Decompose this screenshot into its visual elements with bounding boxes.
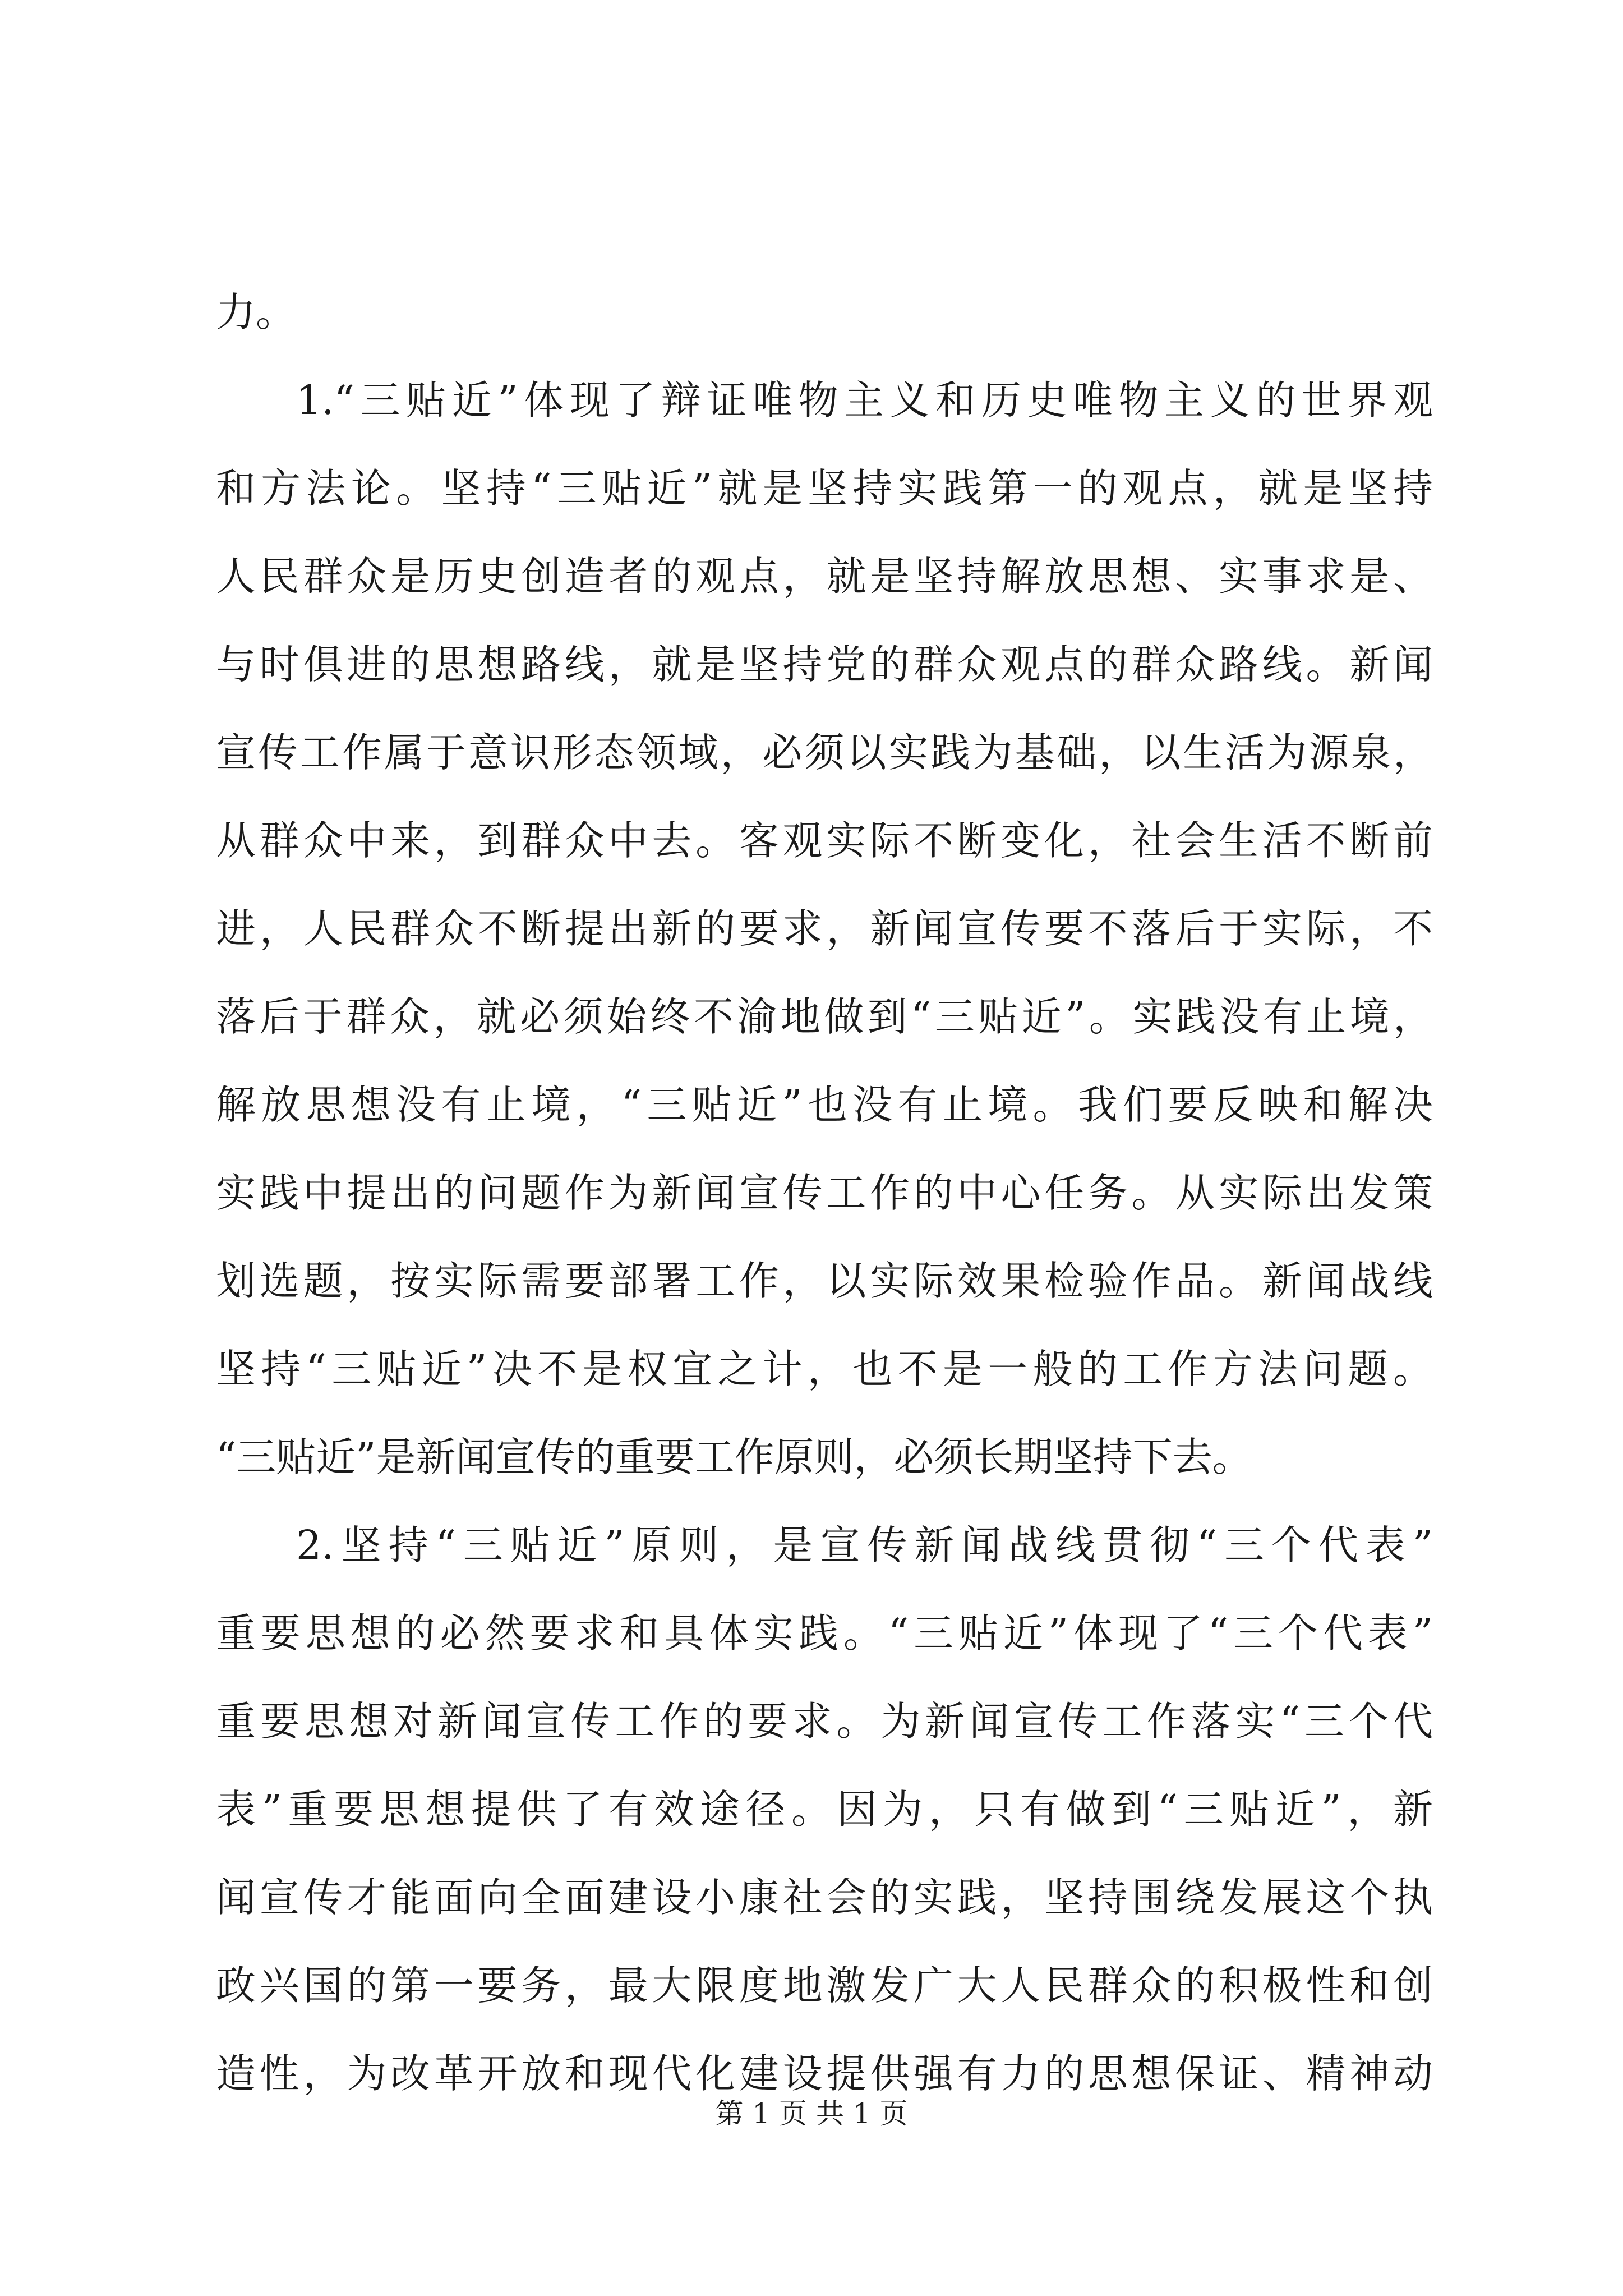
text-line: 坚持“三贴近”决不是权宜之计，也不是一般的工作方法问题。 bbox=[216, 1346, 1433, 1392]
text-line: 实践中提出的问题作为新闻宣传工作的中心任务。从实际出发策 bbox=[216, 1170, 1433, 1216]
text-line: 力。 bbox=[216, 289, 296, 335]
text-line: 与时俱进的思想路线，就是坚持党的群众观点的群众路线。新闻 bbox=[216, 641, 1433, 688]
text-line: 落后于群众，就必须始终不渝地做到“三贴近”。实践没有止境， bbox=[216, 993, 1433, 1040]
text-line: 重要思想的必然要求和具体实践。“三贴近”体现了“三个代表” bbox=[216, 1610, 1433, 1657]
text-line: 解放思想没有止境，“三贴近”也没有止境。我们要反映和解决 bbox=[216, 1082, 1433, 1128]
text-line: 重要思想对新闻宣传工作的要求。为新闻宣传工作落实“三个代 bbox=[216, 1698, 1433, 1745]
text-line: 从群众中来，到群众中去。客观实际不断变化，社会生活不断前 bbox=[216, 817, 1433, 864]
text-line: 进，人民群众不断提出新的要求，新闻宣传要不落后于实际，不 bbox=[216, 905, 1433, 952]
text-line: 和方法论。坚持“三贴近”就是坚持实践第一的观点，就是坚持 bbox=[216, 465, 1433, 512]
page-footer bbox=[0, 2097, 1623, 2131]
text-line: 表”重要思想提供了有效途径。因为，只有做到“三贴近”，新 bbox=[216, 1786, 1433, 1833]
paragraph-1-first-line: 1.“三贴近”体现了辩证唯物主义和历史唯物主义的世界观 bbox=[296, 377, 1433, 424]
document-body bbox=[216, 268, 1433, 2118]
text-line: 划选题，按实际需要部署工作，以实际效果检验作品。新闻战线 bbox=[216, 1258, 1433, 1304]
text-line: 闻宣传才能面向全面建设小康社会的实践，坚持围绕发展这个执 bbox=[216, 1874, 1433, 1921]
page-number-label: 第 1 页 共 1 页 bbox=[715, 2097, 908, 2130]
text-line: 人民群众是历史创造者的观点，就是坚持解放思想、实事求是、 bbox=[216, 553, 1433, 600]
text-line: 造性，为改革开放和现代化建设提供强有力的思想保证、精神动 bbox=[216, 2050, 1433, 2097]
paragraph-2-first-line: 2.坚持“三贴近”原则，是宣传新闻战线贯彻“三个代表” bbox=[296, 1522, 1433, 1568]
text-line: 宣传工作属于意识形态领域，必须以实践为基础，以生活为源泉， bbox=[216, 729, 1433, 776]
text-line: “三贴近”是新闻宣传的重要工作原则，必须长期坚持下去。 bbox=[216, 1434, 1252, 1480]
text-line: 政兴国的第一要务，最大限度地激发广大人民群众的积极性和创 bbox=[216, 1962, 1433, 2009]
